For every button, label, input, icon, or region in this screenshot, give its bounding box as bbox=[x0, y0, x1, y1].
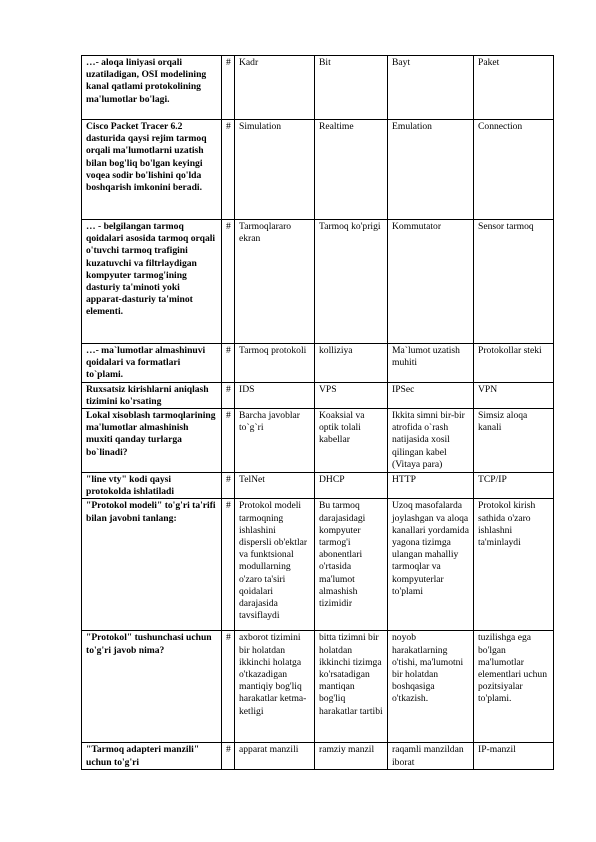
question-row bbox=[82, 473, 554, 499]
option-c-cell: Ikkita simni bir-bir atrofida o`rash natijasida xosil qilingan kabel (Vitaya para) bbox=[388, 409, 474, 473]
option-b-cell: ramziy manzil bbox=[315, 743, 388, 769]
quiz-table-body bbox=[82, 56, 554, 770]
option-d-cell: Protokollar steki bbox=[474, 344, 554, 383]
correct-answer-cell: apparat manzili bbox=[235, 743, 315, 769]
answer-marker-cell: # bbox=[222, 120, 235, 220]
option-b-cell: bitta tizimni bir holatdan ikkinchi tizimga ko'rsatadigan mantiqan bog'liq harakatlar tartibi bbox=[315, 631, 388, 743]
question-row bbox=[82, 56, 554, 120]
option-c-cell: HTTP bbox=[388, 473, 474, 499]
correct-answer-cell: Protokol modeli tarmoqning ishlashini dispersli ob'ektlar va funktsional modullarning o'zaro ta'siri qoidalari darajasida tavsiflaydi bbox=[235, 499, 315, 631]
option-c-cell: Kommutator bbox=[388, 220, 474, 344]
question-cell: "Tarmoq adapteri manzili" uchun to'g'ri bbox=[82, 743, 222, 769]
correct-answer-cell: Simulation bbox=[235, 120, 315, 220]
option-d-cell: Sensor tarmoq bbox=[474, 220, 554, 344]
option-d-cell: Protokol kirish sathida o'zaro ishlashni ta'minlaydi bbox=[474, 499, 554, 631]
correct-answer-cell: IDS bbox=[235, 382, 315, 408]
option-d-cell: Connection bbox=[474, 120, 554, 220]
correct-answer-cell: TelNet bbox=[235, 473, 315, 499]
option-c-cell: Ma`lumot uzatish muhiti bbox=[388, 344, 474, 383]
answer-marker-cell: # bbox=[222, 409, 235, 473]
answer-marker-cell: # bbox=[222, 473, 235, 499]
option-d-cell: Simsiz aloqa kanali bbox=[474, 409, 554, 473]
option-c-cell: IPSec bbox=[388, 382, 474, 408]
option-b-cell: Tarmoq ko'prigi bbox=[315, 220, 388, 344]
answer-marker-cell: # bbox=[222, 220, 235, 344]
question-cell: Cisco Packet Tracer 6.2 dasturida qaysi rejim tarmoq orqali ma'lumotlarni uzatish bilan bog'liq bo'lgan keyingi voqea sodir bo'lishini qo'lda boshqarish imkonini beradi. bbox=[82, 120, 222, 220]
answer-marker-cell: # bbox=[222, 499, 235, 631]
option-c-cell: noyob harakatlarning o'tishi, ma'lumotni bir holatdan boshqasiga o'tkazish. bbox=[388, 631, 474, 743]
answer-marker-cell: # bbox=[222, 56, 235, 120]
question-row bbox=[82, 631, 554, 743]
option-b-cell: Bit bbox=[315, 56, 388, 120]
question-row bbox=[82, 382, 554, 408]
question-row bbox=[82, 344, 554, 383]
correct-answer-cell: Kadr bbox=[235, 56, 315, 120]
answer-marker-cell: # bbox=[222, 631, 235, 743]
question-cell: Ruxsatsiz kirishlarni aniqlash tizimini ko'rsating bbox=[82, 382, 222, 408]
option-b-cell: DHCP bbox=[315, 473, 388, 499]
correct-answer-cell: axborot tizimini bir holatdan ikkinchi holatga o'tkazadigan mantiqiy bog'liq harakatlar ketma-ketligi bbox=[235, 631, 315, 743]
question-row bbox=[82, 220, 554, 344]
option-d-cell: VPN bbox=[474, 382, 554, 408]
question-cell: "line vty" kodi qaysi protokolda ishlatiladi bbox=[82, 473, 222, 499]
option-d-cell: TCP/IP bbox=[474, 473, 554, 499]
option-c-cell: Emulation bbox=[388, 120, 474, 220]
option-b-cell: Realtime bbox=[315, 120, 388, 220]
question-cell: "Protokol" tushunchasi uchun to'g'ri javob nima? bbox=[82, 631, 222, 743]
answer-marker-cell: # bbox=[222, 382, 235, 408]
question-cell: …- aloqa liniyasi orqali uzatiladigan, OSI modelining kanal qatlami protokolining ma'lumotlar bo'lagi. bbox=[82, 56, 222, 120]
question-row bbox=[82, 499, 554, 631]
question-cell: "Protokol modeli" to'g'ri ta'rifi bilan javobni tanlang: bbox=[82, 499, 222, 631]
answer-marker-cell: # bbox=[222, 743, 235, 769]
option-b-cell: VPS bbox=[315, 382, 388, 408]
answer-marker-cell: # bbox=[222, 344, 235, 383]
option-d-cell: tuzilishga ega bo'lgan ma'lumotlar elementlari uchun pozitsiyalar to'plami. bbox=[474, 631, 554, 743]
option-b-cell: Bu tarmoq darajasidagi kompyuter tarmog'i abonentlari o'rtasida ma'lumot almashish tizimidir bbox=[315, 499, 388, 631]
option-c-cell: raqamli manzildan iborat bbox=[388, 743, 474, 769]
correct-answer-cell: Tarmoqlararo ekran bbox=[235, 220, 315, 344]
option-d-cell: IP-manzil bbox=[474, 743, 554, 769]
option-b-cell: Koaksial va optik tolali kabellar bbox=[315, 409, 388, 473]
question-row bbox=[82, 120, 554, 220]
correct-answer-cell: Tarmoq protokoli bbox=[235, 344, 315, 383]
option-c-cell: Bayt bbox=[388, 56, 474, 120]
question-cell: …- ma`lumotlar almashinuvi qoidalari va formatlari to`plami. bbox=[82, 344, 222, 383]
quiz-table bbox=[81, 55, 554, 770]
option-c-cell: Uzoq masofalarda joylashgan va aloqa kanallari yordamida yagona tizimga ulangan mahalliy tarmoqlar va kompyuterlar to'plami bbox=[388, 499, 474, 631]
question-row bbox=[82, 743, 554, 769]
question-cell: … - belgilangan tarmoq qoidalari asosida tarmoq orqali o'tuvchi tarmoq trafigini kuzatuvchi va filtrlaydigan kompyuter tarmog'ining dasturiy ta'minoti yoki apparat-dasturiy ta'minot elementi. bbox=[82, 220, 222, 344]
option-d-cell: Paket bbox=[474, 56, 554, 120]
option-b-cell: kolliziya bbox=[315, 344, 388, 383]
correct-answer-cell: Barcha javoblar to`g`ri bbox=[235, 409, 315, 473]
question-row bbox=[82, 409, 554, 473]
question-cell: Lokal xisoblash tarmoqlarining ma'lumotlar almashinish muxiti qanday turlarga bo`linadi? bbox=[82, 409, 222, 473]
